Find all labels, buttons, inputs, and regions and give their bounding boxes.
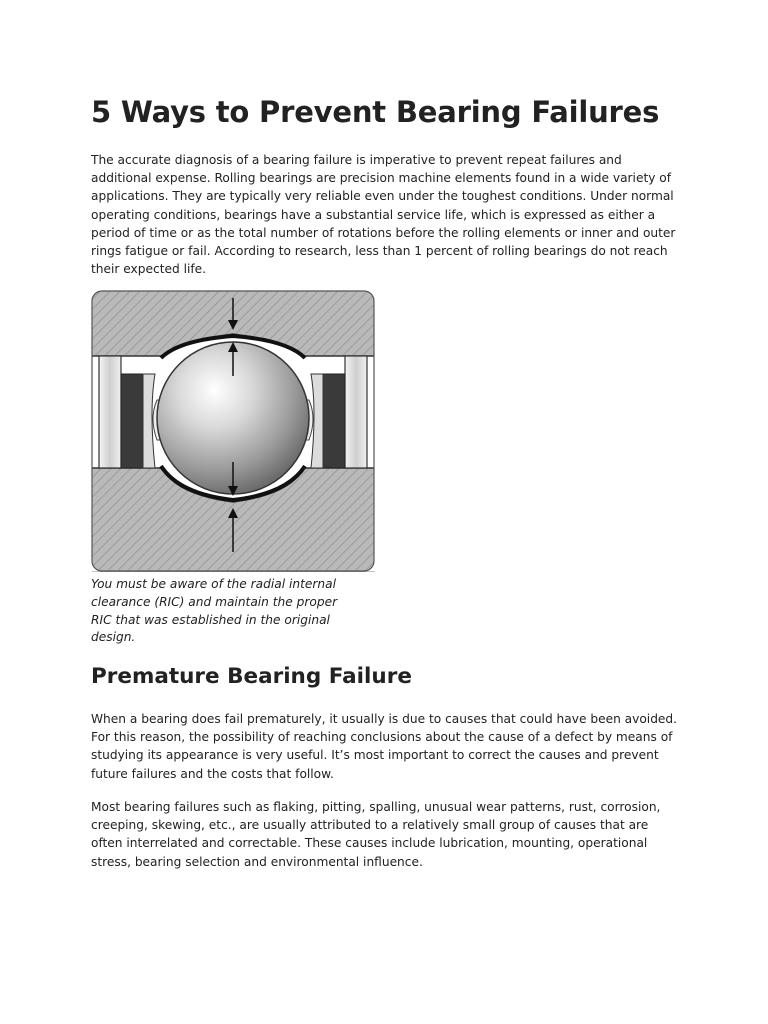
article — [91, 92, 681, 869]
article-title: 5 Ways to Prevent Bearing Failures — [91, 95, 660, 129]
section-paragraph-1: When a bearing does fail prematurely, it usually is due to causes that could have been avoided. For this reason, the possibility of reaching conclusions about the cause of a defect by means of studying its appearance is very useful. It’s most important to correct the causes and prevent future failures and the costs that follow. — [91, 712, 678, 781]
intro-paragraph: The accurate diagnosis of a bearing failure is imperative to prevent repeat failures and additional expense. Rolling bearings are precision machine elements found in a wide variety of applications. They are typically very reliable even under the toughest conditions. Under normal operating conditions, bearings have a substantial service life, which is expressed as either a period of time or as the total number of rotations before the rolling elements or inner and outer rings fatigue or fail. According to research, less than 1 percent of rolling bearings do not reach their expected life. — [91, 153, 676, 277]
section-heading: Premature Bearing Failure — [91, 664, 412, 689]
bearing-cross-section-diagram-icon — [91, 290, 375, 572]
bearing-figure — [91, 290, 375, 572]
section-paragraph-2: Most bearing failures such as flaking, pitting, spalling, unusual wear patterns, rust, corrosion, creeping, skewing, etc., are usually attributed to a relatively small group of causes that are often interrelated and correctable. These causes include lubrication, mounting, operational stress, bearing selection and environmental influence. — [91, 800, 661, 869]
figure-caption: You must be aware of the radial internal clearance (RIC) and maintain the proper RIC that was established in the original design. — [91, 577, 338, 645]
